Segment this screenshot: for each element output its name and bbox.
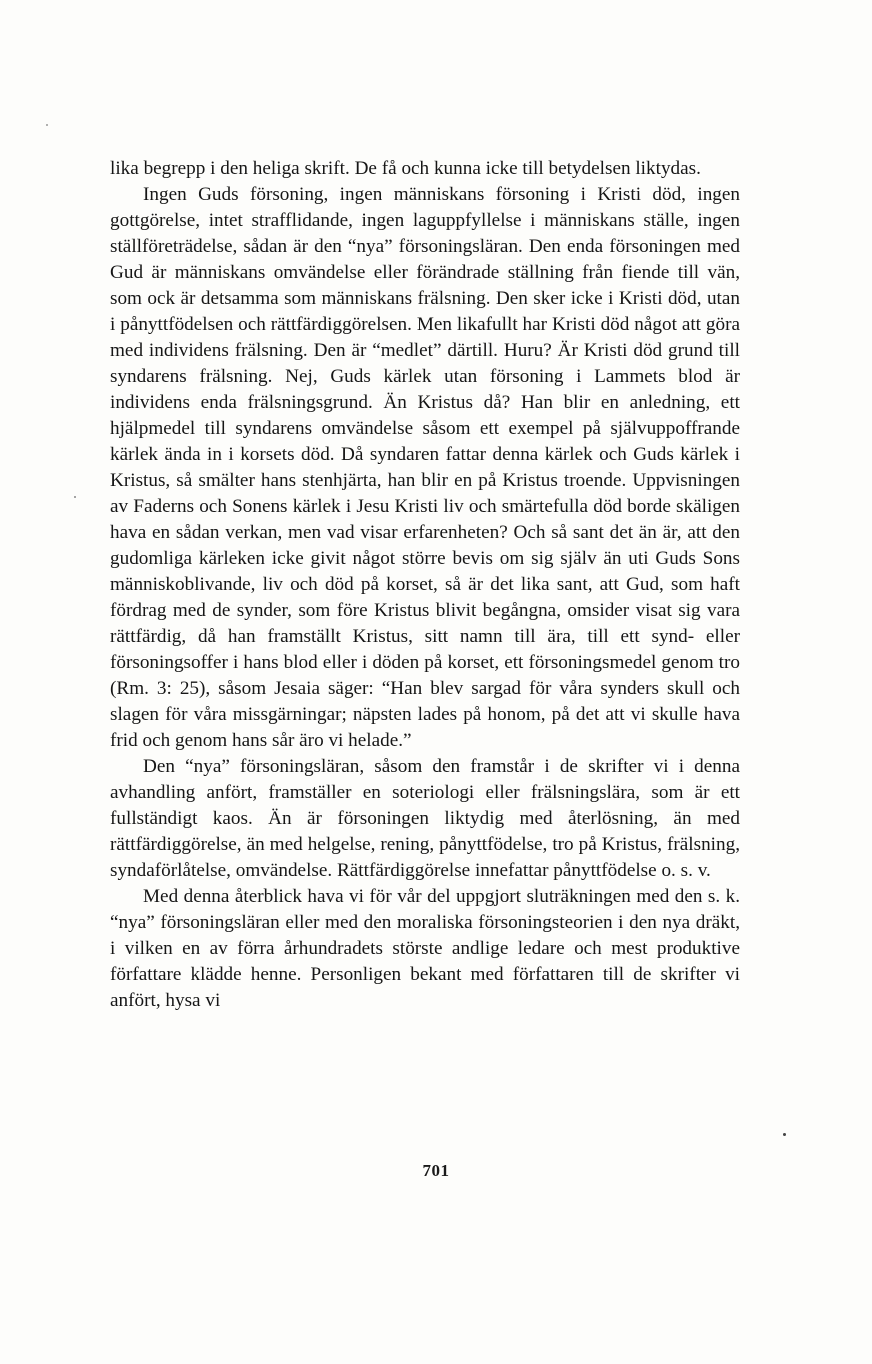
ink-speck (74, 496, 76, 498)
paragraph: Ingen Guds försoning, ingen människans försoning i Kristi död, ingen gottgörelse, intet strafflidande, ingen laguppfyllelse i människans ställe, ingen ställföreträdelse, sådan är den “nya” försoningsläran. Den enda försoningen med Gud är människans omvändelse eller förändrade ställning från fiende till vän, som ock är detsamma som människans frälsning. Den sker icke i Kristi död, utan i pånyttfödelsen och rättfärdiggörelsen. Men likafullt har Kristi död något att göra med individens frälsning. Den är “medlet” därtill. Huru? Är Kristi död grund till syndarens frälsning. Nej, Guds kärlek utan försoning i Lammets blod är individens enda frälsningsgrund. Än Kristus då? Han blir en anledning, ett hjälpmedel till syndarens omvändelse såsom ett exempel på självuppoffrande kärlek ända in i korsets död. Då syndaren fattar denna kärlek och Guds kärlek i Kristus, så smälter hans stenhjärta, han blir en på Kristus troende. Uppvisningen av Faderns och Sonens kärlek i Jesu Kristi liv och smärtefulla död borde skäligen hava en sådan verkan, men vad visar erfarenheten? Och så sant det än är, att den gudomliga kärleken icke givit något större bevis om sig själv än uti Guds Sons människoblivande, liv och död på korset, så är det lika sant, att Gud, som haft fördrag med de synder, som före Kristus blivit begångna, omsider visat sig vara rättfärdig, då han framställt Kristus, sitt namn till ära, till ett synd- eller försoningsoffer i hans blod eller i döden på korset, ett försoningsmedel genom tro (Rm. 3: 25), såsom Jesaia säger: “Han blev sargad för våra synders skull och slagen för våra missgärningar; näpsten lades på honom, på det att vi skulle hava frid och genom hans sår äro vi helade.” (110, 184, 740, 751)
page-number: 701 (422, 1161, 450, 1180)
paragraph: Med denna återblick hava vi för vår del uppgjort sluträkningen med den s. k. “nya” försoningsläran eller med den moraliska försoningsteorien i den nya dräkt, i vilken en av förra århundradets störste andlige ledare och mest produktive författare klädde henne. Personligen bekant med författaren till de skrifter vi anfört, hysa vi (110, 886, 740, 1011)
ink-speck (783, 1133, 786, 1136)
ink-speck (46, 124, 48, 126)
paragraph: Den “nya” försoningsläran, såsom den framstår i de skrifter vi i denna avhandling anfört, framställer en soteriologi eller frälsningslära, som är ett fullständigt kaos. Än är försoningen liktydig med återlösning, än med rättfärdiggörelse, än med helgelse, rening, pånyttfödelse, tro på Kristus, frälsning, syndaförlåtelse, omvändelse. Rättfärdiggörelse innefattar pånyttfödelse o. s. v. (110, 756, 740, 881)
paragraph-continuation: lika begrepp i den heliga skrift. De få och kunna icke till betydelsen liktydas. (110, 158, 701, 179)
body-text (110, 156, 740, 1014)
